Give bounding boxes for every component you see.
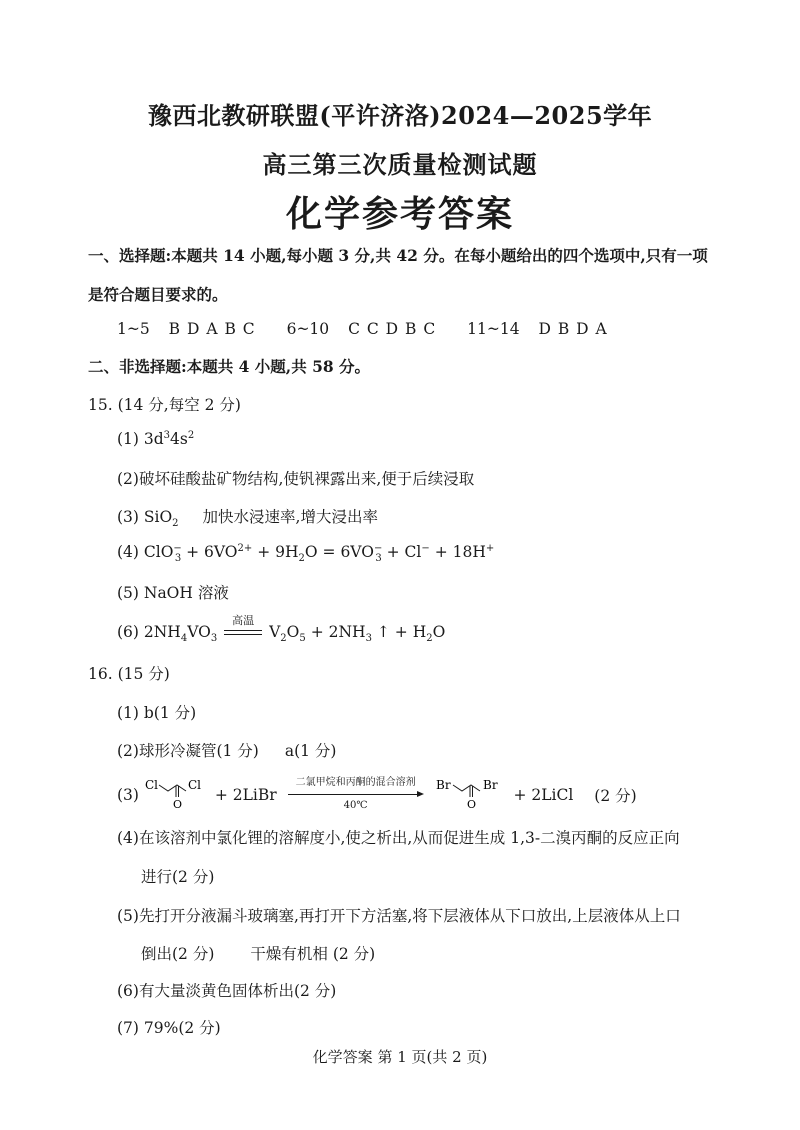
section1-title-line1: 一、选择题:本题共 14 小题,每小题 3 分,共 42 分。在每小题给出的四个选项中,只有一项: [88, 246, 708, 265]
q15-answer-5: (5) NaOH 溶液: [117, 584, 229, 602]
q16-answer-7: (7) 79%(2 分): [117, 1019, 221, 1037]
high-temp-equals-sign: 高温: [224, 628, 262, 638]
q16-answer-5-line2: 倒出(2 分) 干燥有机相 (2 分): [141, 945, 376, 963]
q16-answer-4-line1: (4)在该溶剂中氯化锂的溶解度小,使之析出,从而促进生成 1,3-二溴丙酮的反应正向: [117, 829, 680, 847]
mc-answers: D B D A: [538, 320, 608, 338]
svg-text:O: O: [466, 798, 476, 811]
svg-text:O: O: [172, 798, 182, 811]
svg-text:Br: Br: [482, 778, 498, 792]
dibromoacetone-structure: [435, 772, 505, 818]
q15-answer-6-equation: (6) $2NH_4VO_3$ 高温 $V_2O_5 + 2NH_3$ ↑ + $H_2O$: [117, 614, 446, 645]
q16-answer-6: (6)有大量淡黄色固体析出(2 分): [117, 982, 337, 1000]
q15-answer-1: (1) $3d^34s^2$: [117, 429, 195, 448]
q15-answer-4-equation: (4) $ClO^-_3 + 6VO^{2+} + 9H_2O = 6VO^-_3 + Cl^- + 18H^+$: [117, 542, 495, 565]
q16-answer-1: (1) b(1 分): [117, 704, 197, 722]
q16-answer-3-reaction: (3) Cl O Cl + 2LiBr 二氯甲烷和丙酮的混合溶剂 40℃ Br O Br + 2LiCl (2 分): [117, 772, 637, 818]
q16-header: 16. (15 分): [88, 665, 170, 683]
section2-title: 二、非选择题:本题共 4 小题,共 58 分。: [88, 357, 371, 376]
mc-range: 1~5: [117, 320, 150, 338]
mc-range: 6~10: [286, 320, 330, 338]
svg-text:Cl: Cl: [187, 778, 201, 792]
q16-answer-2: (2)球形冷凝管(1 分) a(1 分): [117, 742, 337, 760]
q16-answer-5-line1: (5)先打开分液漏斗玻璃塞,再打开下方活塞,将下层液体从下口放出,上层液体从上口: [117, 907, 681, 925]
exam-title-line1: 豫西北教研联盟(平许济洛)2024—2025学年: [147, 101, 653, 130]
multiple-choice-answers: [117, 320, 608, 338]
section1-title-line2: 是符合题目要求的。: [88, 285, 228, 304]
mc-range: 11~14: [467, 320, 520, 338]
svg-text:Cl: Cl: [144, 778, 158, 792]
q16-answer-4-line2: 进行(2 分): [141, 868, 215, 886]
exam-title-line2: 高三第三次质量检测试题: [262, 150, 538, 179]
q15-answer-2: (2)破坏硅酸盐矿物结构,使钒裸露出来,便于后续浸取: [117, 470, 475, 488]
q15-header: 15. (14 分,每空 2 分): [88, 396, 241, 414]
mc-answers: C C D B C: [348, 320, 437, 338]
q15-answer-3: (3) SiO$_2$ 加快水浸速率,增大浸出率: [117, 508, 378, 530]
page-footer: 化学答案 第 1 页(共 2 页): [312, 1048, 488, 1066]
svg-text:Br: Br: [435, 778, 451, 792]
dichloroacetone-structure: [144, 772, 206, 818]
reaction-arrow: 二氯甲烷和丙酮的混合溶剂 40℃: [288, 790, 424, 800]
mc-answers: B D A B C: [168, 320, 256, 338]
document-title: 化学参考答案: [285, 193, 514, 235]
